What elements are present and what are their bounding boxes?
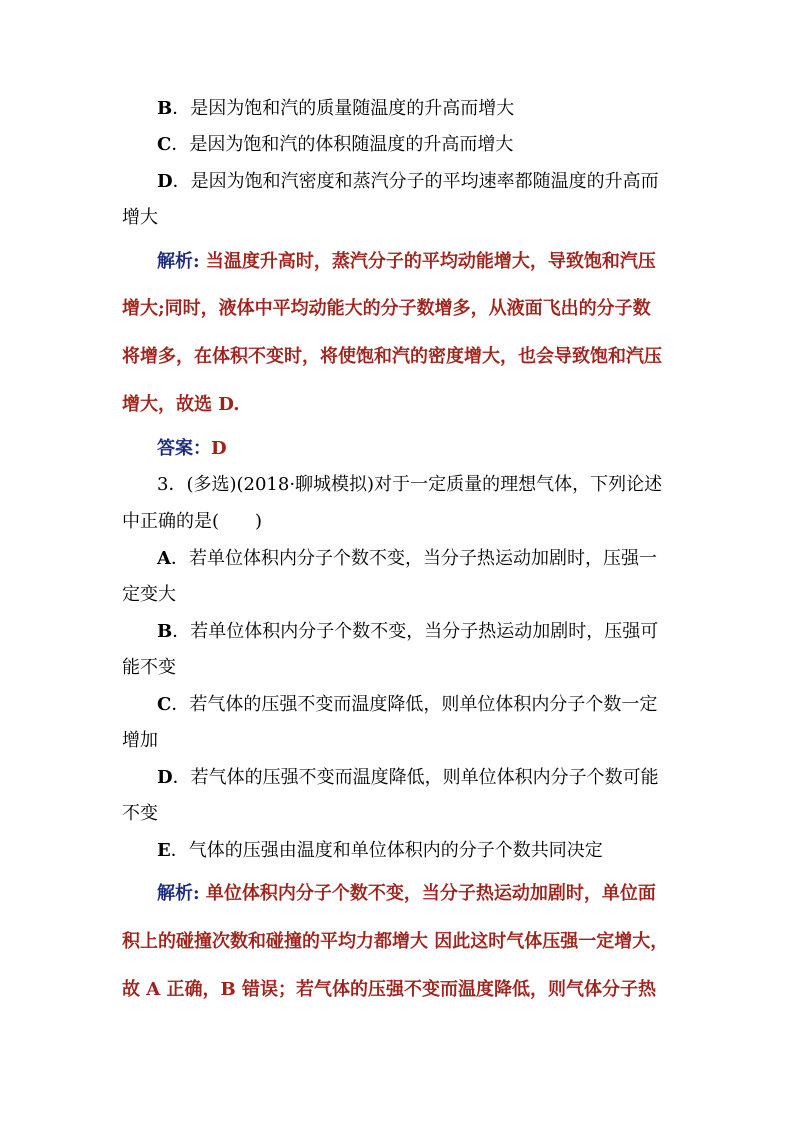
q2-answer — [157, 438, 227, 460]
option-letter: C — [157, 694, 172, 715]
option-text: ．若气体的压强不变而温度降低，则单位体积内分子个数一定 — [171, 694, 658, 715]
option-letter: B — [157, 621, 173, 642]
analysis-line: 增大，故选 D. — [122, 394, 240, 415]
q2-option-b — [157, 98, 514, 120]
q3-option-c — [157, 694, 657, 716]
analysis-line — [157, 883, 656, 905]
question-stem-line: 3．(多选)(2018·聊城模拟)对于一定质量的理想气体，下列论述 — [157, 474, 663, 495]
analysis-label: 解析: — [157, 251, 200, 272]
option-text: ．是因为饱和汽的体积随温度的升高而增大 — [171, 134, 514, 155]
question-stem-line: 中正确的是( ) — [122, 511, 263, 532]
analysis-label: 解析: — [157, 883, 200, 904]
answer-value: D — [211, 438, 227, 459]
analysis-line: 故 A 正确，B 错误；若气体的压强不变而温度降低，则气体分子热 — [122, 979, 656, 1000]
answer-label: 答案： — [157, 438, 211, 459]
analysis-text: 当温度升高时，蒸汽分子的平均动能增大，导致饱和汽压 — [199, 251, 656, 272]
analysis-line — [157, 251, 656, 273]
analysis-text: 单位体积内分子个数不变，当分子热运动加剧时，单位面 — [199, 883, 656, 904]
option-text: ．若单位体积内分子个数不变，当分子热运动加剧时，压强一 — [170, 548, 657, 569]
q2-option-c — [157, 134, 513, 156]
q3-option-b — [157, 621, 658, 643]
option-text: ．是因为饱和汽的质量随温度的升高而增大 — [172, 98, 515, 119]
option-text: ．若单位体积内分子个数不变，当分子热运动加剧时，压强可 — [172, 621, 659, 642]
option-letter: C — [157, 134, 172, 155]
q3-option-d-cont: 不变 — [122, 803, 158, 824]
q3-option-c-cont: 增加 — [122, 730, 158, 751]
option-letter: E — [157, 840, 171, 861]
q3-option-a-cont: 定变大 — [122, 584, 176, 605]
option-text: ．若气体的压强不变而温度降低，则单位体积内分子个数可能 — [172, 767, 659, 788]
option-text: ．气体的压强由温度和单位体积内的分子个数共同决定 — [170, 840, 603, 861]
option-letter: A — [157, 548, 171, 569]
q3-option-e — [157, 840, 603, 862]
option-text: ．是因为饱和汽密度和蒸汽分子的平均速率都随温度的升高而 — [172, 171, 659, 192]
q3-option-d — [157, 767, 659, 789]
q3-option-b-cont: 能不变 — [122, 657, 176, 678]
q3-option-a — [157, 548, 657, 570]
analysis-line: 积上的碰撞次数和碰撞的平均力都增大 因此这时气体压强一定增大， — [122, 931, 669, 952]
analysis-line: 增大;同时，液体中平均动能大的分子数增多，从液面飞出的分子数 — [122, 298, 651, 319]
q2-option-d — [157, 171, 659, 193]
q2-option-d-cont: 增大 — [122, 207, 158, 228]
option-letter: B — [157, 98, 173, 119]
option-letter: D — [157, 767, 173, 788]
option-letter: D — [157, 171, 173, 192]
analysis-line: 将增多，在体积不变时，将使饱和汽的密度增大，也会导致饱和汽压 — [122, 346, 662, 367]
